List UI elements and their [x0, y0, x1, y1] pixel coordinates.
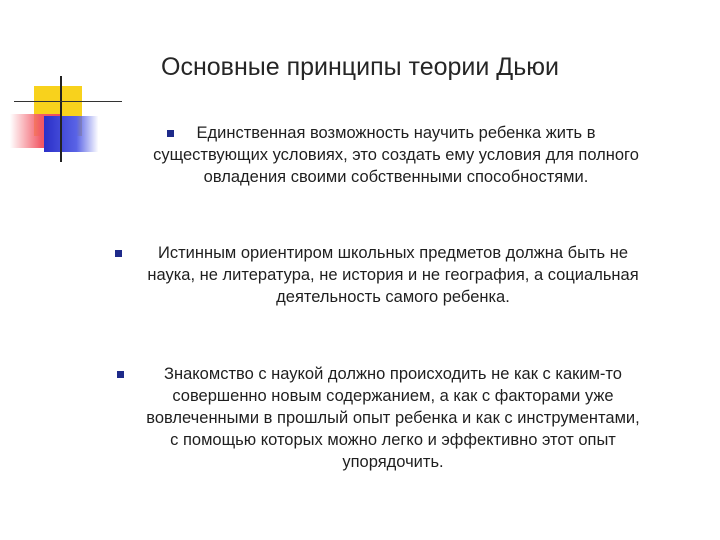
bullet-line: вовлеченными в прошлый опыт ребенка и как с инструментами,	[146, 409, 640, 427]
bullet-item	[112, 363, 674, 473]
bullet-item	[118, 122, 674, 188]
bullet-line: совершенно новым содержанием, а как с факторами уже	[172, 387, 614, 405]
bullet-line: деятельность самого ребенка.	[276, 288, 510, 306]
bullet-line: Единственная возможность научить ребенка жить в	[196, 124, 596, 142]
decor-vertical-line	[60, 76, 62, 162]
bullet-item	[112, 242, 674, 308]
bullet-line: упорядочить.	[342, 453, 444, 471]
bullet-line: наука, не литература, не история и не география, а социальная	[147, 266, 639, 284]
decor-blue-bar	[44, 116, 98, 152]
decor-horizontal-line	[14, 101, 122, 102]
bullet-line: с помощью которых можно легко и эффективно этот опыт	[170, 431, 616, 449]
bullet-line: Истинным ориентиром школьных предметов должна быть не	[157, 244, 629, 262]
bullet-line: существующих условиях, это создать ему условия для полного	[153, 146, 639, 164]
bullet-line: овладения своими собственными способностями.	[203, 168, 589, 186]
bullet-line: Знакомство с наукой должно происходить не как с каким-то	[164, 365, 622, 383]
slide-title: Основные принципы теории Дьюи	[161, 53, 559, 81]
